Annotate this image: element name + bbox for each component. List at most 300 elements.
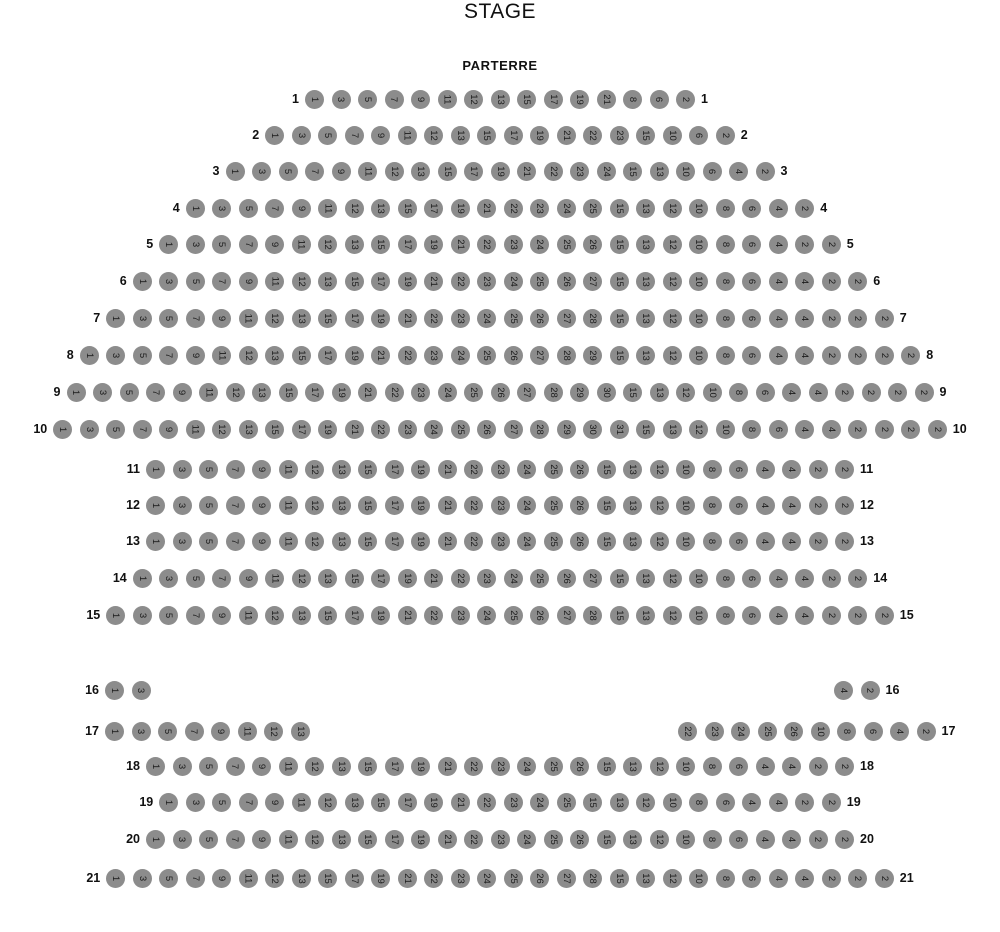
- seat[interactable]: [371, 420, 390, 439]
- seat[interactable]: [424, 199, 443, 218]
- seat[interactable]: [756, 532, 775, 551]
- seat[interactable]: [358, 830, 377, 849]
- seat[interactable]: [809, 757, 828, 776]
- seat[interactable]: [864, 722, 883, 741]
- seat[interactable]: [491, 757, 510, 776]
- seat[interactable]: [597, 496, 616, 515]
- seat[interactable]: [398, 272, 417, 291]
- seat[interactable]: [398, 126, 417, 145]
- seat[interactable]: [769, 346, 788, 365]
- seat[interactable]: [173, 383, 192, 402]
- seat[interactable]: [451, 346, 470, 365]
- seat[interactable]: [517, 830, 536, 849]
- seat[interactable]: [477, 346, 496, 365]
- seat[interactable]: [464, 830, 483, 849]
- seat[interactable]: [265, 793, 284, 812]
- seat[interactable]: [371, 309, 390, 328]
- seat[interactable]: [795, 346, 814, 365]
- seat[interactable]: [689, 793, 708, 812]
- seat[interactable]: [597, 90, 616, 109]
- seat[interactable]: [398, 869, 417, 888]
- seat[interactable]: [464, 496, 483, 515]
- seat[interactable]: [318, 346, 337, 365]
- seat[interactable]: [105, 681, 124, 700]
- seat[interactable]: [438, 830, 457, 849]
- seat[interactable]: [583, 346, 602, 365]
- seat[interactable]: [544, 532, 563, 551]
- seat[interactable]: [663, 869, 682, 888]
- seat[interactable]: [676, 162, 695, 181]
- seat[interactable]: [291, 722, 310, 741]
- seat[interactable]: [464, 383, 483, 402]
- seat[interactable]: [583, 606, 602, 625]
- seat[interactable]: [610, 126, 629, 145]
- seat[interactable]: [848, 569, 867, 588]
- seat[interactable]: [371, 869, 390, 888]
- seat[interactable]: [159, 346, 178, 365]
- seat[interactable]: [716, 199, 735, 218]
- seat[interactable]: [159, 606, 178, 625]
- seat[interactable]: [729, 532, 748, 551]
- seat[interactable]: [424, 606, 443, 625]
- seat[interactable]: [491, 383, 510, 402]
- seat[interactable]: [650, 532, 669, 551]
- seat[interactable]: [318, 126, 337, 145]
- seat[interactable]: [610, 199, 629, 218]
- seat[interactable]: [716, 569, 735, 588]
- seat[interactable]: [835, 383, 854, 402]
- seat[interactable]: [676, 532, 695, 551]
- seat[interactable]: [583, 126, 602, 145]
- seat[interactable]: [305, 162, 324, 181]
- seat[interactable]: [292, 569, 311, 588]
- seat[interactable]: [835, 460, 854, 479]
- seat[interactable]: [835, 757, 854, 776]
- seat[interactable]: [398, 420, 417, 439]
- seat[interactable]: [332, 757, 351, 776]
- seat[interactable]: [769, 869, 788, 888]
- seat[interactable]: [834, 681, 853, 700]
- seat[interactable]: [398, 569, 417, 588]
- seat[interactable]: [848, 420, 867, 439]
- seat[interactable]: [252, 460, 271, 479]
- seat[interactable]: [689, 272, 708, 291]
- seat[interactable]: [917, 722, 936, 741]
- seat[interactable]: [199, 532, 218, 551]
- seat[interactable]: [650, 162, 669, 181]
- seat[interactable]: [451, 606, 470, 625]
- seat[interactable]: [650, 757, 669, 776]
- seat[interactable]: [106, 346, 125, 365]
- seat[interactable]: [451, 235, 470, 254]
- seat[interactable]: [318, 420, 337, 439]
- seat[interactable]: [186, 199, 205, 218]
- seat[interactable]: [265, 126, 284, 145]
- seat[interactable]: [756, 496, 775, 515]
- seat[interactable]: [173, 532, 192, 551]
- seat[interactable]: [186, 272, 205, 291]
- seat[interactable]: [557, 869, 576, 888]
- seat[interactable]: [398, 199, 417, 218]
- seat[interactable]: [212, 272, 231, 291]
- seat[interactable]: [809, 460, 828, 479]
- seat[interactable]: [146, 757, 165, 776]
- seat[interactable]: [451, 199, 470, 218]
- seat[interactable]: [451, 869, 470, 888]
- seat[interactable]: [530, 869, 549, 888]
- seat[interactable]: [106, 420, 125, 439]
- seat[interactable]: [504, 199, 523, 218]
- seat[interactable]: [822, 569, 841, 588]
- seat[interactable]: [211, 722, 230, 741]
- seat[interactable]: [597, 383, 616, 402]
- seat[interactable]: [729, 460, 748, 479]
- seat[interactable]: [530, 235, 549, 254]
- seat[interactable]: [424, 272, 443, 291]
- seat[interactable]: [716, 126, 735, 145]
- seat[interactable]: [279, 757, 298, 776]
- seat[interactable]: [385, 532, 404, 551]
- seat[interactable]: [159, 793, 178, 812]
- seat[interactable]: [252, 383, 271, 402]
- seat[interactable]: [742, 272, 761, 291]
- seat[interactable]: [345, 569, 364, 588]
- seat[interactable]: [875, 606, 894, 625]
- seat[interactable]: [703, 496, 722, 515]
- seat[interactable]: [159, 309, 178, 328]
- seat[interactable]: [703, 383, 722, 402]
- seat[interactable]: [464, 90, 483, 109]
- seat[interactable]: [795, 309, 814, 328]
- seat[interactable]: [835, 532, 854, 551]
- seat[interactable]: [663, 272, 682, 291]
- seat[interactable]: [292, 199, 311, 218]
- seat[interactable]: [226, 496, 245, 515]
- seat[interactable]: [678, 722, 697, 741]
- seat[interactable]: [689, 199, 708, 218]
- seat[interactable]: [186, 869, 205, 888]
- seat[interactable]: [265, 869, 284, 888]
- seat[interactable]: [477, 199, 496, 218]
- seat[interactable]: [848, 309, 867, 328]
- seat[interactable]: [398, 606, 417, 625]
- seat[interactable]: [159, 272, 178, 291]
- seat[interactable]: [93, 383, 112, 402]
- seat[interactable]: [610, 869, 629, 888]
- seat[interactable]: [305, 496, 324, 515]
- seat[interactable]: [438, 532, 457, 551]
- seat[interactable]: [583, 272, 602, 291]
- seat[interactable]: [570, 757, 589, 776]
- seat[interactable]: [398, 309, 417, 328]
- seat[interactable]: [742, 869, 761, 888]
- seat[interactable]: [265, 199, 284, 218]
- seat[interactable]: [835, 496, 854, 515]
- seat[interactable]: [557, 420, 576, 439]
- seat[interactable]: [491, 90, 510, 109]
- seat[interactable]: [703, 162, 722, 181]
- seat[interactable]: [477, 869, 496, 888]
- seat[interactable]: [385, 383, 404, 402]
- seat[interactable]: [822, 606, 841, 625]
- seat[interactable]: [809, 496, 828, 515]
- seat[interactable]: [782, 496, 801, 515]
- seat[interactable]: [875, 346, 894, 365]
- seat[interactable]: [848, 346, 867, 365]
- seat[interactable]: [371, 606, 390, 625]
- seat[interactable]: [385, 757, 404, 776]
- seat[interactable]: [570, 532, 589, 551]
- seat[interactable]: [477, 420, 496, 439]
- seat[interactable]: [371, 793, 390, 812]
- seat[interactable]: [784, 722, 803, 741]
- seat[interactable]: [530, 606, 549, 625]
- seat[interactable]: [504, 346, 523, 365]
- seat[interactable]: [279, 532, 298, 551]
- seat[interactable]: [875, 420, 894, 439]
- seat[interactable]: [186, 420, 205, 439]
- seat[interactable]: [371, 346, 390, 365]
- seat[interactable]: [663, 199, 682, 218]
- seat[interactable]: [491, 162, 510, 181]
- seat[interactable]: [848, 869, 867, 888]
- seat[interactable]: [305, 383, 324, 402]
- seat[interactable]: [80, 420, 99, 439]
- seat[interactable]: [795, 199, 814, 218]
- seat[interactable]: [570, 830, 589, 849]
- seat[interactable]: [358, 757, 377, 776]
- seat[interactable]: [159, 235, 178, 254]
- seat[interactable]: [132, 681, 151, 700]
- seat[interactable]: [345, 869, 364, 888]
- seat[interactable]: [146, 532, 165, 551]
- seat[interactable]: [795, 606, 814, 625]
- seat[interactable]: [517, 460, 536, 479]
- seat[interactable]: [597, 830, 616, 849]
- seat[interactable]: [795, 235, 814, 254]
- seat[interactable]: [544, 830, 563, 849]
- seat[interactable]: [464, 460, 483, 479]
- seat[interactable]: [105, 722, 124, 741]
- seat[interactable]: [292, 126, 311, 145]
- seat[interactable]: [663, 309, 682, 328]
- seat[interactable]: [676, 383, 695, 402]
- seat[interactable]: [451, 793, 470, 812]
- seat[interactable]: [570, 383, 589, 402]
- seat[interactable]: [451, 420, 470, 439]
- seat[interactable]: [279, 460, 298, 479]
- seat[interactable]: [358, 90, 377, 109]
- seat[interactable]: [517, 90, 536, 109]
- seat[interactable]: [438, 496, 457, 515]
- seat[interactable]: [676, 830, 695, 849]
- seat[interactable]: [636, 420, 655, 439]
- seat[interactable]: [544, 757, 563, 776]
- seat[interactable]: [385, 162, 404, 181]
- seat[interactable]: [811, 722, 830, 741]
- seat[interactable]: [583, 869, 602, 888]
- seat[interactable]: [318, 309, 337, 328]
- seat[interactable]: [557, 272, 576, 291]
- seat[interactable]: [332, 162, 351, 181]
- seat[interactable]: [530, 309, 549, 328]
- seat[interactable]: [279, 496, 298, 515]
- seat[interactable]: [106, 869, 125, 888]
- seat[interactable]: [332, 830, 351, 849]
- seat[interactable]: [385, 90, 404, 109]
- seat[interactable]: [530, 569, 549, 588]
- seat[interactable]: [345, 606, 364, 625]
- seat[interactable]: [663, 606, 682, 625]
- seat[interactable]: [345, 420, 364, 439]
- seat[interactable]: [292, 869, 311, 888]
- seat[interactable]: [636, 126, 655, 145]
- seat[interactable]: [133, 606, 152, 625]
- seat[interactable]: [239, 793, 258, 812]
- seat[interactable]: [199, 830, 218, 849]
- seat[interactable]: [173, 757, 192, 776]
- seat[interactable]: [530, 199, 549, 218]
- seat[interactable]: [557, 235, 576, 254]
- seat[interactable]: [424, 309, 443, 328]
- seat[interactable]: [544, 496, 563, 515]
- seat[interactable]: [928, 420, 947, 439]
- seat[interactable]: [146, 830, 165, 849]
- seat[interactable]: [358, 532, 377, 551]
- seat[interactable]: [742, 309, 761, 328]
- seat[interactable]: [411, 460, 430, 479]
- seat[interactable]: [530, 420, 549, 439]
- seat[interactable]: [583, 793, 602, 812]
- seat[interactable]: [861, 681, 880, 700]
- seat[interactable]: [504, 569, 523, 588]
- seat[interactable]: [265, 235, 284, 254]
- seat[interactable]: [53, 420, 72, 439]
- seat[interactable]: [332, 460, 351, 479]
- seat[interactable]: [212, 199, 231, 218]
- seat[interactable]: [451, 126, 470, 145]
- seat[interactable]: [650, 90, 669, 109]
- seat[interactable]: [729, 496, 748, 515]
- seat[interactable]: [133, 869, 152, 888]
- seat[interactable]: [252, 757, 271, 776]
- seat[interactable]: [226, 162, 245, 181]
- seat[interactable]: [822, 309, 841, 328]
- seat[interactable]: [795, 793, 814, 812]
- seat[interactable]: [332, 383, 351, 402]
- seat[interactable]: [716, 606, 735, 625]
- seat[interactable]: [610, 606, 629, 625]
- seat[interactable]: [226, 532, 245, 551]
- seat[interactable]: [544, 162, 563, 181]
- seat[interactable]: [345, 199, 364, 218]
- seat[interactable]: [318, 235, 337, 254]
- seat[interactable]: [133, 569, 152, 588]
- seat[interactable]: [173, 830, 192, 849]
- seat[interactable]: [345, 346, 364, 365]
- seat[interactable]: [398, 235, 417, 254]
- seat[interactable]: [623, 460, 642, 479]
- seat[interactable]: [689, 606, 708, 625]
- seat[interactable]: [663, 569, 682, 588]
- seat[interactable]: [557, 346, 576, 365]
- seat[interactable]: [517, 496, 536, 515]
- seat[interactable]: [491, 830, 510, 849]
- seat[interactable]: [742, 606, 761, 625]
- seat[interactable]: [742, 346, 761, 365]
- seat[interactable]: [411, 90, 430, 109]
- seat[interactable]: [318, 199, 337, 218]
- seat[interactable]: [332, 496, 351, 515]
- seat[interactable]: [292, 309, 311, 328]
- seat[interactable]: [212, 420, 231, 439]
- seat[interactable]: [703, 532, 722, 551]
- seat[interactable]: [477, 126, 496, 145]
- seat[interactable]: [477, 606, 496, 625]
- seat[interactable]: [557, 126, 576, 145]
- seat[interactable]: [623, 90, 642, 109]
- seat[interactable]: [332, 532, 351, 551]
- seat[interactable]: [769, 606, 788, 625]
- seat[interactable]: [809, 532, 828, 551]
- seat[interactable]: [583, 235, 602, 254]
- seat[interactable]: [212, 869, 231, 888]
- seat[interactable]: [424, 869, 443, 888]
- seat[interactable]: [689, 235, 708, 254]
- seat[interactable]: [305, 90, 324, 109]
- seat[interactable]: [848, 272, 867, 291]
- seat[interactable]: [729, 757, 748, 776]
- seat[interactable]: [663, 126, 682, 145]
- seat[interactable]: [769, 309, 788, 328]
- seat[interactable]: [173, 496, 192, 515]
- seat[interactable]: [146, 496, 165, 515]
- seat[interactable]: [133, 272, 152, 291]
- seat[interactable]: [186, 606, 205, 625]
- seat[interactable]: [438, 460, 457, 479]
- seat[interactable]: [424, 346, 443, 365]
- seat[interactable]: [464, 162, 483, 181]
- seat[interactable]: [464, 757, 483, 776]
- seat[interactable]: [597, 460, 616, 479]
- seat[interactable]: [345, 272, 364, 291]
- seat[interactable]: [212, 235, 231, 254]
- seat[interactable]: [742, 199, 761, 218]
- seat[interactable]: [385, 496, 404, 515]
- seat[interactable]: [716, 793, 735, 812]
- seat[interactable]: [583, 569, 602, 588]
- seat[interactable]: [597, 532, 616, 551]
- seat[interactable]: [398, 346, 417, 365]
- seat[interactable]: [731, 722, 750, 741]
- seat[interactable]: [848, 606, 867, 625]
- seat[interactable]: [477, 569, 496, 588]
- seat[interactable]: [239, 420, 258, 439]
- seat[interactable]: [504, 309, 523, 328]
- seat[interactable]: [424, 126, 443, 145]
- seat[interactable]: [279, 383, 298, 402]
- seat[interactable]: [822, 420, 841, 439]
- seat[interactable]: [597, 162, 616, 181]
- seat[interactable]: [292, 235, 311, 254]
- seat[interactable]: [132, 722, 151, 741]
- seat[interactable]: [822, 869, 841, 888]
- seat[interactable]: [729, 830, 748, 849]
- seat[interactable]: [159, 420, 178, 439]
- seat[interactable]: [822, 346, 841, 365]
- seat[interactable]: [517, 383, 536, 402]
- seat[interactable]: [305, 830, 324, 849]
